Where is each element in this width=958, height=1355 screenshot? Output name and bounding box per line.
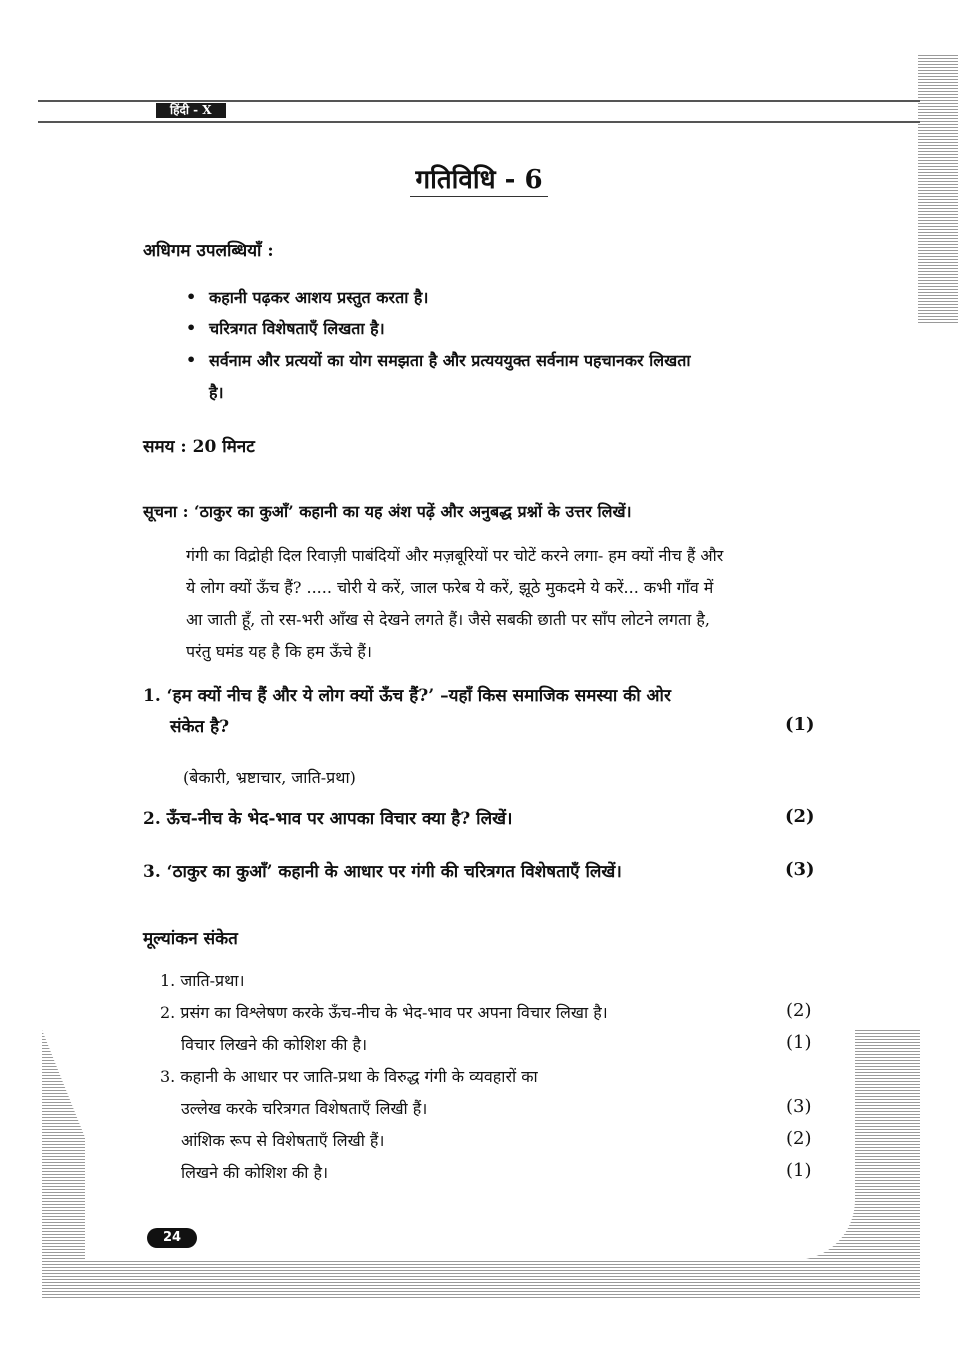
bullet-icon: • <box>186 287 197 306</box>
evaluation-row: आंशिक रूप से विशेषताएँ लिखी हैं। <box>181 1131 385 1150</box>
passage-line: परंतु घमंड यह है कि हम ऊँचे हैं। <box>186 642 372 661</box>
question-1-hint: (बेकारी, भ्रष्टाचार, जाति-प्रथा) <box>183 768 356 787</box>
question-1-text: 1. ‘हम क्यों नीच हैं और ये लोग क्यों ऊँच हैं?’ –यहाँ किस समाजिक समस्या की ओर <box>143 686 671 706</box>
question-3-marks: (3) <box>785 859 815 880</box>
question-1-continued: संकेत है? <box>170 717 230 737</box>
instruction-text: सूचना : ‘ठाकुर का कुआँ’ कहानी का यह अंश पढ़ें और अनुबद्ध प्रश्नों के उत्तर लिखें। <box>143 502 632 521</box>
evaluation-heading: मूल्यांकन संकेत <box>143 929 238 949</box>
question-1-marks: (1) <box>785 714 815 735</box>
passage-line: गंगी का विद्रोही दिल रिवाज़ी पाबंदियों और मज़बूरियों पर चोटें करने लगा- हम क्यों नीच हैं और <box>186 546 724 565</box>
question-2-text: 2. ऊँच-नीच के भेद-भाव पर आपका विचार क्या है? लिखें। <box>143 809 513 829</box>
passage-line: आ जाती हूँ, तो रस-भरी आँख से देखने लगते हैं। जैसे सबकी छाती पर साँप लोटने लगता है, <box>186 610 710 629</box>
title-underline <box>410 196 548 197</box>
evaluation-marks: (2) <box>786 1000 812 1021</box>
question-2-marks: (2) <box>785 806 815 827</box>
evaluation-marks: (3) <box>786 1096 812 1117</box>
bullet-icon: • <box>186 350 197 369</box>
evaluation-row: लिखने की कोशिश की है। <box>181 1163 329 1182</box>
page-title: गतिविधि - 6 <box>415 165 543 195</box>
evaluation-row: 3. कहानी के आधार पर जाति-प्रथा के विरुद्ध गंगी के व्यवहारों का <box>160 1067 538 1086</box>
outcome-item: सर्वनाम और प्रत्ययों का योग समझता है और प्रत्यययुक्त सर्वनाम पहचानकर लिखता <box>209 351 691 370</box>
evaluation-row: विचार लिखने की कोशिश की है। <box>181 1035 368 1054</box>
evaluation-row: उल्लेख करके चरित्रगत विशेषताएँ लिखी हैं। <box>181 1099 428 1118</box>
outcome-item-continued: है। <box>209 383 224 402</box>
evaluation-marks: (1) <box>786 1160 812 1181</box>
header-bar <box>38 100 920 124</box>
learning-outcomes-heading: अधिगम उपलब्धियाँ : <box>143 241 274 261</box>
outcome-item: चरित्रगत विशेषताएँ लिखता है। <box>209 319 385 338</box>
outcome-item: कहानी पढ़कर आशय प्रस्तुत करता है। <box>209 288 429 307</box>
time-allotted: समय : 20 मिनट <box>143 437 255 457</box>
question-3-text: 3. ‘ठाकुर का कुआँ’ कहानी के आधार पर गंगी की चरित्रगत विशेषताएँ लिखें। <box>143 862 622 882</box>
page-number: 24 <box>147 1228 197 1248</box>
evaluation-marks: (2) <box>786 1128 812 1149</box>
evaluation-marks: (1) <box>786 1032 812 1053</box>
bullet-icon: • <box>186 318 197 337</box>
passage-line: ये लोग क्यों ऊँच हैं? ..... चोरी ये करें, जाल फरेब ये करें, झूठे मुकदमे ये करें... कभी गाँव में <box>186 578 714 597</box>
subject-label: हिंदी - X <box>156 103 226 118</box>
evaluation-row: 1. जाति-प्रथा। <box>160 971 245 990</box>
evaluation-row: 2. प्रसंग का विश्लेषण करके ऊँच-नीच के भेद-भाव पर अपना विचार लिखा है। <box>160 1003 608 1022</box>
